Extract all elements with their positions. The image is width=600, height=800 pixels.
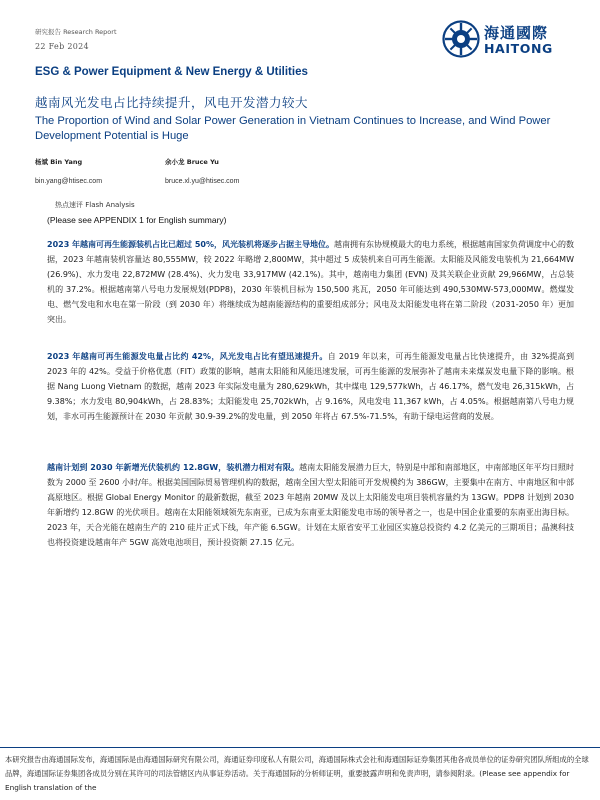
appendix-note: (Please see APPENDIX 1 for English summary) (47, 215, 227, 225)
footer-disclaimer: 本研究报告由海通国际发布，海通国际是由海通国际研究有限公司，海通证券印度私人有限公司，海通国际株式会社和海通国际证券集团其他各成员单位的证券研究团队所组成的全球品牌，海通国际证券集团各成员分别在其许可的司法管辖区内从事证券活动。关于海通国际的分析师证明，重要披露声明和免责声明，请参阅附录。(Please see appendix for English translation of the (5, 755, 589, 792)
report-date: 22 Feb 2024 (35, 42, 89, 51)
logo-name-en: HAITONG (484, 41, 553, 56)
report-title-en: The Proportion of Wind and Solar Power Generation in Vietnam Continues to Increase, and Wind Power Development Potential is Huge (35, 115, 551, 142)
paragraph-headline: 2023 年越南可再生能源装机占比已超过 50%，风光装机将逐步占据主导地位。 (47, 240, 334, 249)
paragraph-1 (47, 237, 574, 327)
report-category: ESG & Power Equipment & New Energy & Utilities (35, 66, 308, 78)
author-email[interactable]: bruce.xl.yu@htisec.com (165, 178, 240, 185)
author-1 (35, 157, 102, 185)
haitong-emblem-icon (442, 20, 480, 58)
paragraph-3 (47, 460, 574, 550)
author-name: 余小龙 Bruce Yu (165, 158, 219, 166)
footer-divider (0, 747, 600, 748)
haitong-logo (442, 20, 572, 60)
paragraph-body: 自 2019 年以来，可再生能源发电量占比快速提升，由 32%提高到 2023 年的 42%。受益于价格优惠（FIT）政策的影响，越南太阳能和风能迅速发展，可再生能源的发展弥补了越南未来煤炭发电量下降的影响。根据 Nang Luong Vietnam 的数据，越南 2023 年实际发电量为 280,629kWh，其中煤电 129,577kWh，占 46.17%，燃气发电 26,315kWh，占 9.38%；水力发电 80,904kWh，占 28.83%；太阳能发电 25,702kWh，占 9.16%，风电发电 11,367 kWh，占 4.05%。根据越南第八号电力规划，非水可再生能源预计在 2030 年贡献 30.9-39.2%的发电量，到 2050 年将占 67.5%-71.5%，有助于绿电运营商的发展。 (47, 352, 574, 421)
author-name: 杨斌 Bin Yang (35, 158, 83, 166)
author-2 (165, 157, 239, 185)
paragraph-headline: 越南计划到 2030 年新增光伏装机约 12.8GW，装机潜力相对有限。 (47, 463, 300, 472)
paragraph-body: 越南太阳能发展潜力巨大，特别是中部和南部地区，中南部地区年平均日照时数为 2000 至 2600 小时/年。根据美国国际贸易管理机构的数据，越南全国大型太阳能可开发规模约为 386GW，主要集中在南方、中南地区和中部高原地区。根据 Global Energy Monitor 的最新数据，截至 2023 年越南 20MW 及以上太阳能发电项目装机容量约为 13GW。PDP8 计划到 2030 年新增约 12.8GW 的光伏项目。越南在太阳能领域领先东南亚，已成为东南亚太阳能发电市场的领导者之一，也是中国企业重要的东南亚出海目标。2023 年，天合光能在越南生产的 210 硅片正式下线，年产能 6.5GW。计划在太原省安平工业园区实施总投资约 4.2 亿美元的三期项目；晶澳科技也将投资建设越南年产 5GW 高效电池项目，预计投资额 27.15 亿元。 (47, 463, 575, 547)
paragraph-2 (47, 349, 574, 424)
report-title-cn: 越南风光发电占比持续提升，风电开发潜力较大 (35, 95, 309, 110)
flash-analysis-label: 热点速评 Flash Analysis (55, 201, 135, 209)
author-email[interactable]: bin.yang@htisec.com (35, 178, 103, 185)
paragraph-body: 越南拥有东协规模最大的电力系统，根据越南国家负荷调度中心的数据，2023 年越南装机容量达 80,555MW，较 2022 年略增 2,800MW，其中超过 5 成装机来自可再生能源。太阳能及风能发电装机为 21,664MW (26.9%)、水力发电 22,872MW (28.4%)、火力发电 33,917MW (42.1%)。其中，越南电力集团 (EVN) 及其关联企业贡献 29,966MW，占总装机的 37.2%。根据越南第八号电力发展规划(PDP8)，2030 年装机目标为 150,500 兆瓦，2050 年可能达到 490,530MW-573,000MW。燃煤发电、燃气发电和水电在第一阶段（到 2030 年）将继续成为越南能源结构的重要组成部分；风电及太阳能发电将在第二阶段（2031-2050 年）更加突出。 (47, 240, 575, 324)
paragraph-headline: 2023 年越南可再生能源发电量占比约 42%，风光发电占比有望迅速提升。 (47, 352, 328, 361)
logo-name-cn: 海通國際 (484, 24, 549, 42)
report-label: 研究报告 Research Report (35, 28, 117, 36)
